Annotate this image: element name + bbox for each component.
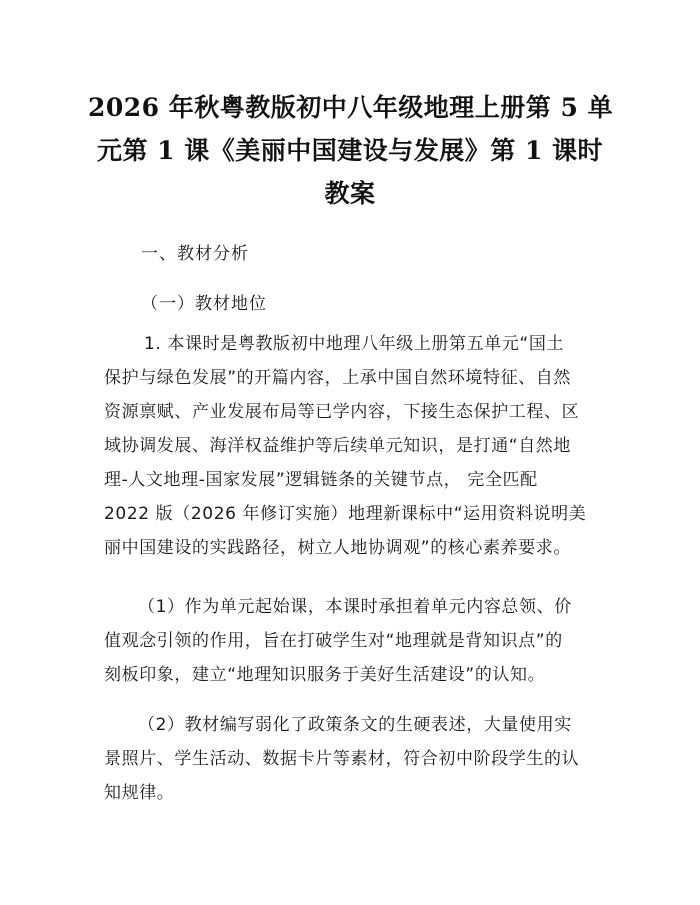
paragraph-course-position xyxy=(104,327,604,565)
paragraph-line: 值观念引领的作用，旨在打破学生对“地理就是背知识点”的 xyxy=(104,631,563,651)
paragraph-line: （2）教材编写弱化了政策条文的生硬表述，大量使用实 xyxy=(138,715,572,735)
subsection-heading-textbook-position: （一）教材地位 xyxy=(141,294,267,314)
paragraph-line: 理-人文地理-国家发展”逻辑链条的关键节点， 完全匹配 xyxy=(104,470,538,490)
paragraph-line: 刻板印象，建立“地理知识服务于美好生活建设”的认知。 xyxy=(104,665,546,685)
paragraph-line: 1. 本课时是粤教版初中地理八年级上册第五单元“国土 xyxy=(144,334,565,354)
paragraph-line: 知规律。 xyxy=(104,783,175,803)
title-line: 2026 年秋粤教版初中八年级地理上册第 5 单 xyxy=(88,93,614,122)
section-heading-textbook-analysis: 一、教材分析 xyxy=(141,244,249,264)
paragraph-line: 保护与绿色发展”的开篇内容，上承中国自然环境特征、自然 xyxy=(104,368,572,388)
paragraph-line: 2022 版（2026 年修订实施）地理新课标中“运用资料说明美 xyxy=(104,504,587,524)
paragraph-line: 景照片、学生活动、数据卡片等素材，符合初中阶段学生的认 xyxy=(104,749,580,769)
paragraph-line: 丽中国建设的实践路径，树立人地协调观”的核心素养要求。 xyxy=(104,538,572,558)
paragraph-line: （1）作为单元起始课，本课时承担着单元内容总领、价 xyxy=(138,597,572,617)
title-line: 元第 1 课《美丽中国建设与发展》第 1 课时 xyxy=(96,136,604,165)
paragraph-line: 资源禀赋、产业发展布局等已学内容，下接生态保护工程、区 xyxy=(104,402,580,422)
title-line: 教案 xyxy=(324,179,376,208)
document-title xyxy=(88,86,612,215)
paragraph-line: 域协调发展、海洋权益维护等后续单元知识，是打通“自然地 xyxy=(104,436,572,456)
paragraph-unit-opening xyxy=(104,590,604,692)
paragraph-textbook-design xyxy=(104,708,604,810)
